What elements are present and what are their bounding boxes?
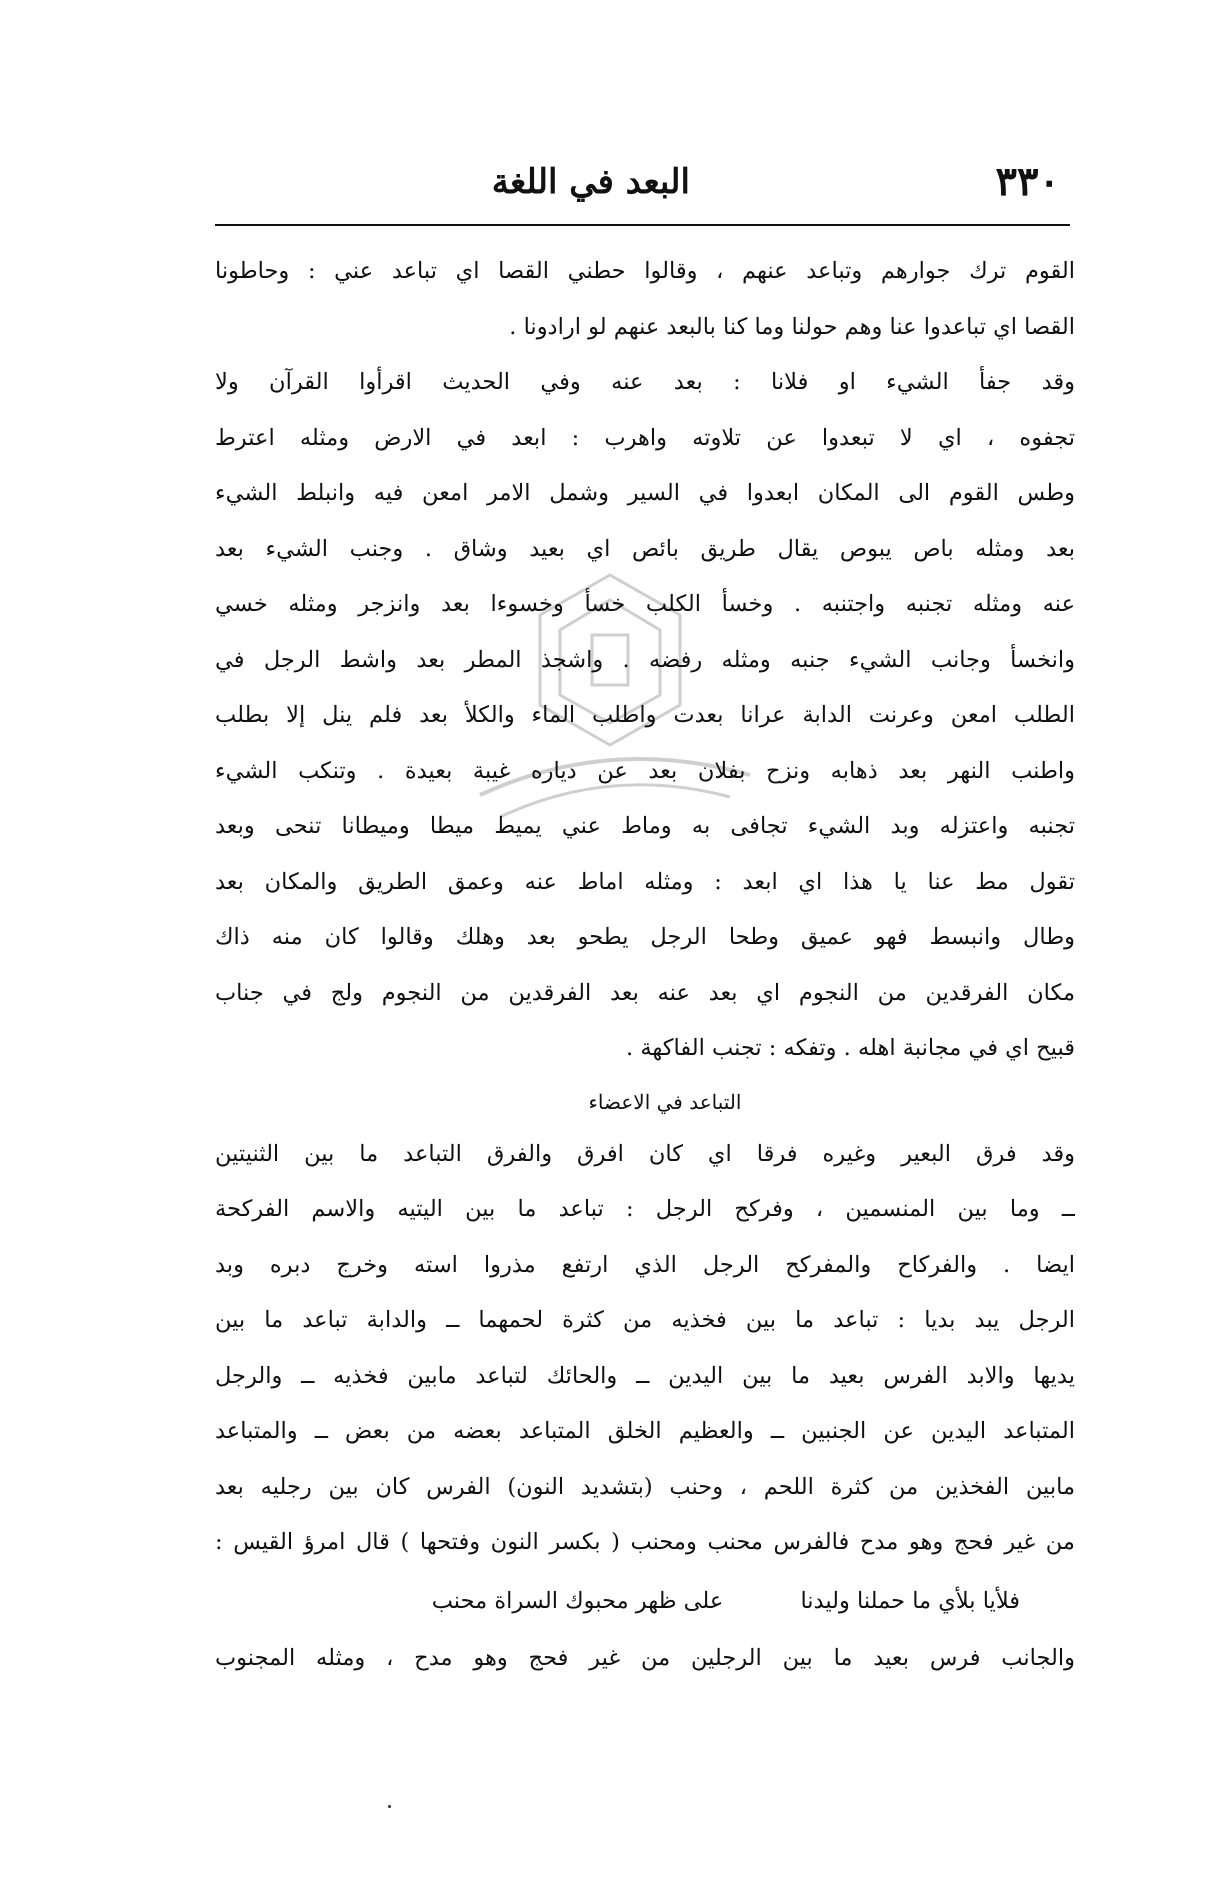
text-line: الرجل يبد بديا : تباعد ما بين فخذيه من كثرة لحمهما ــ والدابة تباعد ما بين xyxy=(215,1307,1075,1333)
poetry-verse xyxy=(215,1571,1075,1631)
text-line: القوم ترك جوارهم وتباعد عنهم ، وقالوا حطني القصا اي تباعد عني : وحاطونا xyxy=(215,258,1075,284)
text-line: قبيح اي في مجانبة اهله . وتفكه : تجنب الفاكهة . xyxy=(626,1035,1075,1061)
text-line: مكان الفرقدين من النجوم اي بعد عنه بعد الفرقدين من النجوم ولج في جناب xyxy=(215,979,1075,1006)
text-line: تجفوه ، اي لا تبعدوا عن تلاوته واهرب : ابعد في الارض ومثله اعترط xyxy=(215,424,1075,451)
text-line: يديها والابد الفرس بعيد ما بين اليدين ــ والحائك لتباعد مابين فخذيه ــ والرجل xyxy=(215,1362,1075,1389)
text-line: واطنب النهر بعد ذهابه ونزح بفلان بعد عن دياره غيبة بعيدة . وتنكب الشيء xyxy=(215,757,1075,784)
text-line: والجانب فرس بعيد ما بين الرجلين من غير فحج وهو مدح ، ومثله المجنوب xyxy=(215,1644,1075,1671)
text-line: بعد ومثله باص يبوص يقال طريق بائص اي بعيد وشاق . وجنب الشيء بعد xyxy=(215,535,1075,562)
text-line: الطلب امعن وعرنت الدابة عرانا بعدت واطلب الماء والكلأ بعد فلم ينل إلا بطلب xyxy=(215,702,1075,728)
text-line: وقد فرق البعير وغيره فرقا اي كان افرق والفرق التباعد ما بين الثنيتين xyxy=(215,1140,1075,1167)
page-header xyxy=(210,158,1060,218)
text-line: تقول مط عنا يا هذا اي ابعد : ومثله اماط عنه وعمق الطريق والمكان بعد xyxy=(215,868,1075,895)
text-line: وطس القوم الى المكان ابعدوا في السير وشمل الامر امعن فيه وانبلط الشيء xyxy=(215,480,1075,506)
body-text xyxy=(215,244,1075,1686)
text-line: ــ وما بين المنسمين ، وفركح الرجل : تباعد ما بين اليتيه والاسم الفركحة xyxy=(215,1196,1075,1222)
running-title: البعد في اللغة xyxy=(491,162,690,202)
text-line: وانخسأ وجانب الشيء جنبه ومثله رفضه . واشجذ المطر بعد واشط الرجل في xyxy=(215,646,1075,673)
text-line: وطال وانبسط فهو عميق وطحا الرجل يطحو بعد وهلك وقالوا كان منه ذاك xyxy=(215,924,1075,950)
text-line: ايضا . والفركاح والمفركح الرجل الذي ارتفع مذروا استه وخرج دبره وبد xyxy=(215,1251,1075,1278)
text-line: تجنبه واعتزله وبد الشيء تجافى به وماط عني يميط ميطا وميطانا تنحى وبعد xyxy=(215,813,1075,839)
text-line: القصا اي تباعدوا عنا وهم حولنا وما كنا بالبعد عنهم لو ارادونا . xyxy=(509,313,1075,340)
stray-mark xyxy=(388,1805,391,1808)
text-line: عنه ومثله تجنبه واجتنبه . وخسأ الكلب خسأ وخسوءا بعد وانزجر ومثله خسي xyxy=(215,591,1075,617)
verse-first-hemistich: فلأيا بلأي ما حملنا وليدنا xyxy=(800,1587,1020,1614)
text-line: المتباعد اليدين عن الجنبين ــ والعظيم الخلق المتباعد بعضه من بعض ــ والمتباعد xyxy=(215,1418,1075,1444)
header-rule xyxy=(215,224,1070,226)
text-line: مابين الفخذين من كثرة اللحم ، وحنب (بتشديد النون) الفرس كان بين رجليه بعد xyxy=(215,1473,1075,1500)
text-line: من غير فحج وهو مدح فالفرس محنب ومحنب ( بكسر النون وفتحها ) قال امرؤ القيس : xyxy=(215,1529,1075,1555)
text-line: وقد جفأ الشيء او فلانا : بعد عنه وفي الحديث اقرأوا القرآن ولا xyxy=(215,369,1075,395)
verse-second-hemistich: على ظهر محبوك السراة محنب xyxy=(431,1587,724,1614)
section-subheading: التباعد في الاعضاء xyxy=(588,1089,742,1114)
page-number: ٣٣٠ xyxy=(995,158,1060,205)
